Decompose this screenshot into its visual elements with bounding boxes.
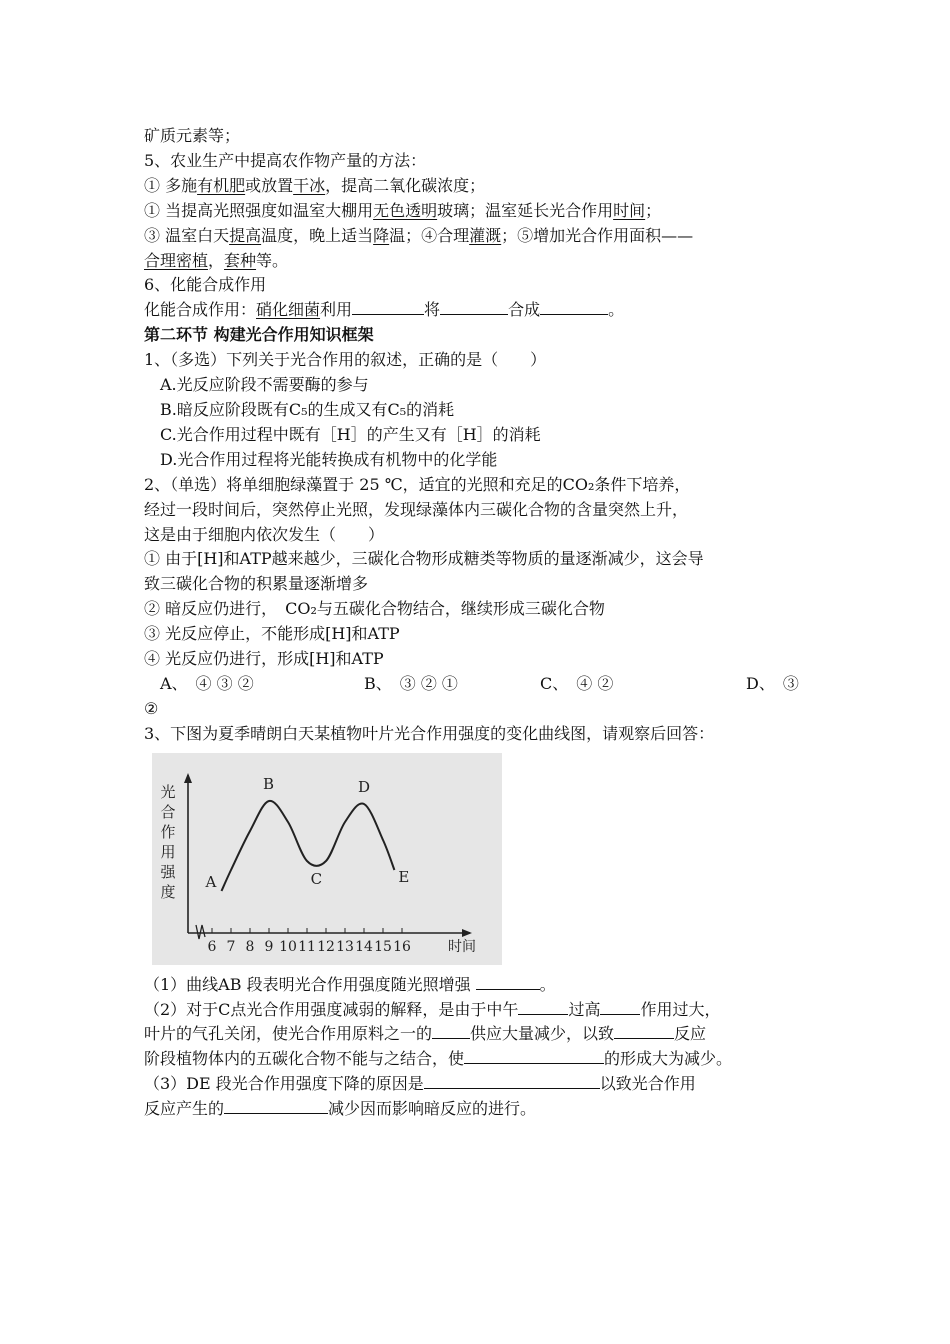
point-label-c: C [310,869,323,888]
y-axis-label-char: 度 [160,882,176,901]
answer-blank[interactable] [224,1097,328,1114]
question-1-stem: 1、（多选）下列关于光合作用的叙述，正确的是（ ） [144,350,547,370]
axis-break [196,925,205,939]
x-tick-label: 14 [355,938,373,955]
answer-blank[interactable] [352,298,424,315]
y-axis-arrow [184,773,192,783]
answer-blank[interactable] [440,298,508,315]
choice-a[interactable]: A、 ④ ③ ② [160,673,254,693]
answer-blank[interactable] [424,1072,600,1089]
text-line: 矿质元素等； [144,126,241,145]
x-tick-label: 9 [264,938,274,955]
text-line: ① 多施有机肥或放置干冰，提高二氧化碳浓度； [144,175,486,195]
statement-3: ③ 光反应停止，不能形成[H]和ATP [144,624,400,644]
answer-line: 叶片的气孔关闭，使光合作用原料之一的 供应大量减少，以致 反应 [144,1024,707,1044]
chart-svg [152,753,502,965]
text-line: 5、农业生产中提高农作物产量的方法： [144,150,427,170]
x-tick-label: 10 [279,938,297,955]
x-tick-label: 7 [226,938,236,955]
photosynthesis-chart [152,753,502,965]
x-tick-label: 16 [393,938,411,955]
statement-1: 致三碳化合物的积累量逐渐增多 [144,574,369,594]
question-2-stem: 2、（单选）将单细胞绿藻置于 25 ℃，适宜的光照和充足的CO₂条件下培养， [144,474,691,494]
answer-blank[interactable] [432,1022,470,1039]
text-line: 6、化能合成作用 [144,275,267,295]
statement-4: ④ 光反应仍进行，形成[H]和ATP [144,649,384,669]
answer-line: 阶段植物体内的五碳化合物不能与之结合，使 的形成大为减少。 [144,1049,733,1069]
option-c: C.光合作用过程中既有［H］的产生又有［H］的消耗 [160,424,541,444]
x-tick-label: 11 [298,938,316,955]
point-label-d: D [358,777,371,796]
option-b: B.暗反应阶段既有C₅的生成又有C₅的消耗 [160,399,455,419]
answer-blank[interactable] [614,1022,674,1039]
x-axis-arrow [462,929,472,937]
choice-d[interactable]: D、 ③ [746,673,799,693]
answer-line: （2）对于C点光合作用强度减弱的解释，是由于中午 过高 作用过大， [144,999,721,1019]
y-axis-label-char: 强 [160,862,176,881]
question-2-stem: 这是由于细胞内依次发生（ ） [144,524,385,544]
question-2-stem: 经过一段时间后，突然停止光照，发现绿藻体内三碳化合物的含量突然上升， [144,499,689,519]
statement-2: ② 暗反应仍进行， CO₂与五碳化合物结合，继续形成三碳化合物 [144,599,605,619]
choice-d-continued: ② [144,698,159,718]
y-axis-label-char: 合 [160,802,176,821]
text-line: 合理密植，套种等。 [144,250,289,270]
choice-c[interactable]: C、 ④ ② [540,673,614,693]
answer-blank[interactable] [518,998,568,1015]
text-line: ① 当提高光照强度如温室大棚用无色透明玻璃；温室延长光合作用时间； [144,200,662,220]
x-tick-label: 13 [336,938,354,955]
text-line: 化能合成作用：硝化细菌利用 将 合成 。 [144,300,625,320]
answer-blank[interactable] [540,298,608,315]
x-axis-label: 时间 [448,938,476,955]
x-tick-label: 8 [245,938,255,955]
y-axis-label-char: 光 [160,782,176,801]
point-label-a: A [205,872,217,891]
x-tick-label: 6 [207,938,217,955]
point-label-e: E [398,867,410,886]
y-axis-label-char: 用 [160,842,176,861]
section-title: 第二环节 构建光合作用知识框架 [144,325,374,345]
x-tick-label: 15 [374,938,392,955]
photosynthesis-curve [222,801,395,891]
answer-blank[interactable] [476,973,540,990]
x-tick-label: 12 [317,938,335,955]
worksheet-page [144,124,814,1122]
question-3-stem: 3、下图为夏季晴朗白天某植物叶片光合作用强度的变化曲线图，请观察后回答： [144,723,715,743]
answer-blank[interactable] [600,998,640,1015]
choice-row [144,672,814,697]
option-d: D.光合作用过程将光能转换成有机物中的化学能 [160,449,498,469]
option-a: A.光反应阶段不需要酶的参与 [160,375,369,395]
statement-1: ① 由于[H]和ATP越来越少，三碳化合物形成糖类等物质的量逐渐减少，这会导 [144,549,704,569]
choice-b[interactable]: B、 ③ ② ① [364,673,458,693]
answer-blank[interactable] [464,1047,604,1064]
answer-line: （3）DE 段光合作用强度下降的原因是 以致光合作用 [144,1074,696,1094]
point-label-b: B [263,774,275,793]
text-line: ③ 温室白天提高温度，晚上适当降温；④合理灌溉；⑤增加光合作用面积—— [144,225,694,245]
answer-line: 反应产生的 减少因而影响暗反应的进行。 [144,1099,537,1119]
y-axis-label-char: 作 [160,822,176,841]
answer-line: （1）曲线AB 段表明光合作用强度随光照增强 。 [144,974,556,994]
